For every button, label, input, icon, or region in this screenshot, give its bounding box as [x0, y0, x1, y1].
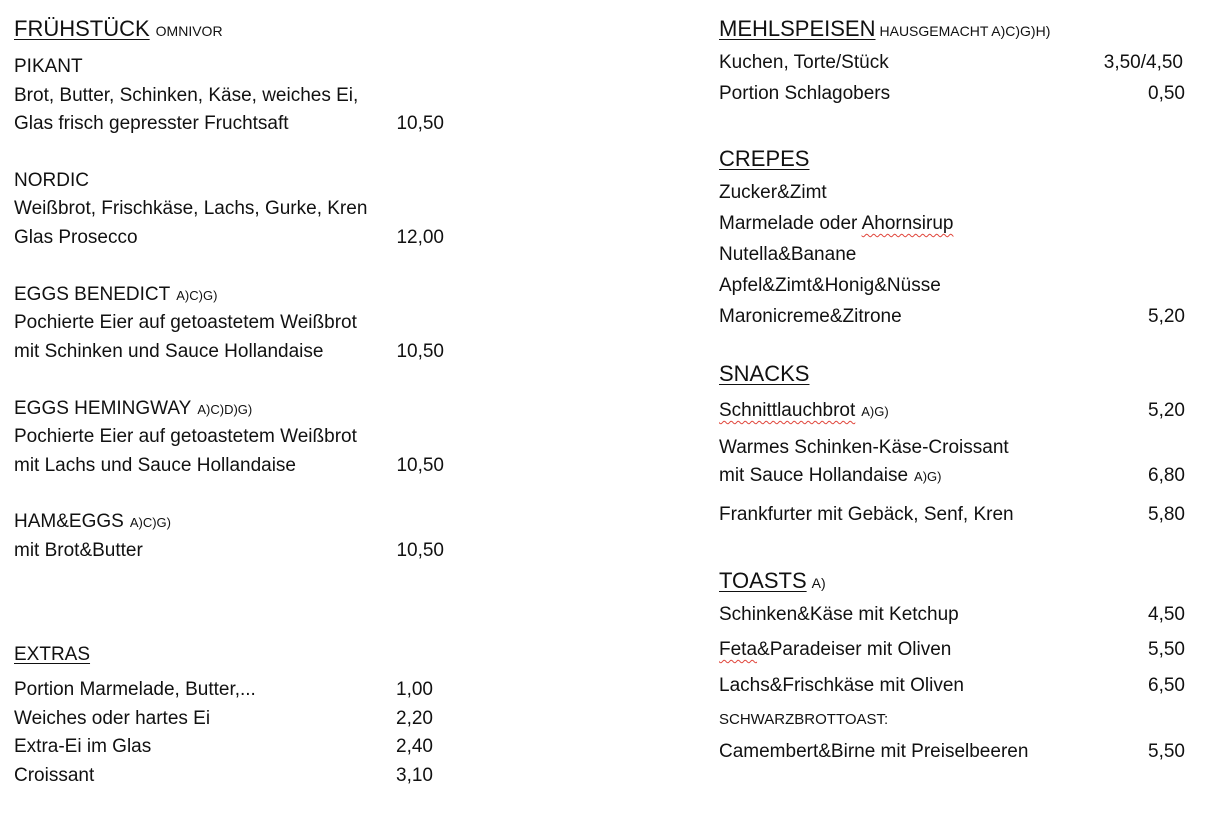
- mehlspeisen-item-name: Portion Schlagobers: [719, 83, 891, 104]
- extras-item-price: 1,00: [396, 679, 433, 700]
- section-title-extras: EXTRAS: [14, 644, 91, 665]
- crepes-item-name: Nutella&Banane: [719, 244, 857, 265]
- snacks-frankfurter-price: 5,80: [1148, 504, 1185, 525]
- item-nordic-desc-1: Weißbrot, Frischkäse, Lachs, Gurke, Kren: [14, 198, 368, 219]
- feta-name-text: &Paradeiser mit Oliven: [757, 639, 952, 660]
- toasts-feta-price: 5,50: [1148, 639, 1185, 660]
- item-hameggs-desc-1: mit Brot&Butter: [14, 540, 143, 561]
- crepes-item-name-text: Marmelade oder: [719, 213, 862, 234]
- toasts-feta-name: [719, 639, 951, 661]
- item-hemingway-desc-2: mit Lachs und Sauce Hollandaise: [14, 455, 297, 476]
- item-hameggs-price: 10,50: [396, 540, 444, 561]
- extras-item-price: 2,40: [396, 736, 433, 757]
- crepes-item-name: Maronicreme&Zitrone: [719, 306, 902, 327]
- crepes-item-name: [719, 213, 953, 235]
- item-pikant-desc-2: Glas frisch gepresster Fruchtsaft: [14, 113, 289, 134]
- extras-item-name: Croissant: [14, 765, 95, 786]
- toasts-allergens: A): [811, 575, 826, 591]
- crepes-item-name: Apfel&Zimt&Honig&Nüsse: [719, 275, 941, 296]
- section-title-crepes: CREPES: [719, 146, 810, 171]
- item-nordic-price: 12,00: [396, 227, 444, 248]
- crepes-item-name-misspelled: Ahornsirup: [861, 213, 954, 234]
- item-benedict-desc-2: mit Schinken und Sauce Hollandaise: [14, 341, 324, 362]
- section-title-toasts: [719, 568, 826, 596]
- snacks-croissant-price: 6,80: [1148, 465, 1185, 486]
- croissant-line2-text: mit Sauce Hollandaise: [719, 465, 909, 486]
- section-title-fruehstueck: [14, 16, 223, 44]
- schnittlauchbrot-allergens: A)G): [861, 404, 889, 419]
- item-nordic-desc-2: Glas Prosecco: [14, 227, 138, 248]
- mehlspeisen-item-name: Kuchen, Torte/Stück: [719, 52, 889, 73]
- section-title-snacks: SNACKS: [719, 361, 810, 386]
- crepes-item-name: Zucker&Zimt: [719, 182, 827, 203]
- toasts-camembert-name: Camembert&Birne mit Preiselbeeren: [719, 741, 1029, 762]
- mehlspeisen-subtitle: HAUSGEMACHT A)C)G)H): [879, 23, 1051, 39]
- toasts-schwarzbrot-heading: SCHWARZBROTTOAST:: [719, 711, 889, 728]
- item-benedict-name: [14, 284, 217, 307]
- snacks-schnittlauchbrot-price: 5,20: [1148, 400, 1185, 421]
- extras-item-price: 2,20: [396, 708, 433, 729]
- item-hameggs-name: [14, 511, 171, 534]
- benedict-name-text: EGGS BENEDICT: [14, 284, 171, 305]
- extras-item-name: Portion Marmelade, Butter,...: [14, 679, 256, 700]
- item-benedict-price: 10,50: [396, 341, 444, 362]
- hameggs-allergens: A)C)G): [129, 515, 171, 530]
- extras-item-name: Weiches oder hartes Ei: [14, 708, 211, 729]
- item-pikant-price: 10,50: [396, 113, 444, 134]
- snacks-frankfurter-name: Frankfurter mit Gebäck, Senf, Kren: [719, 504, 1014, 525]
- item-pikant-desc-1: Brot, Butter, Schinken, Käse, weiches Ei,: [14, 85, 359, 106]
- fruehstueck-title-text: FRÜHSTÜCK: [14, 16, 150, 41]
- item-pikant-name: PIKANT: [14, 56, 83, 77]
- toasts-camembert-price: 5,50: [1148, 741, 1185, 762]
- toasts-lachs-price: 6,50: [1148, 675, 1185, 696]
- mehlspeisen-item-price: 3,50/4,50: [1103, 52, 1183, 73]
- croissant-allergens: A)G): [914, 469, 942, 484]
- mehlspeisen-title-text: MEHLSPEISEN: [719, 16, 876, 41]
- feta-name-misspelled: Feta: [719, 639, 758, 660]
- fruehstueck-subtitle: OMNIVOR: [155, 23, 223, 39]
- item-nordic-name: NORDIC: [14, 170, 89, 191]
- schnittlauchbrot-name: Schnittlauchbrot: [719, 400, 856, 421]
- mehlspeisen-item-price: 0,50: [1148, 83, 1185, 104]
- snacks-croissant-desc-2: [719, 465, 942, 488]
- hemingway-allergens: A)C)D)G): [197, 402, 253, 417]
- item-benedict-desc-1: Pochierte Eier auf getoastetem Weißbrot: [14, 312, 357, 333]
- extras-item-price: 3,10: [396, 765, 433, 786]
- toasts-lachs-name: Lachs&Frischkäse mit Oliven: [719, 675, 964, 696]
- hemingway-name-text: EGGS HEMINGWAY: [14, 398, 192, 419]
- crepes-item-price: 5,20: [1148, 306, 1185, 327]
- item-hemingway-desc-1: Pochierte Eier auf getoastetem Weißbrot: [14, 426, 357, 447]
- toasts-schinken-name: Schinken&Käse mit Ketchup: [719, 604, 959, 625]
- benedict-allergens: A)C)G): [176, 288, 218, 303]
- toasts-title-text: TOASTS: [719, 568, 807, 593]
- item-hemingway-name: [14, 398, 252, 421]
- snacks-croissant-desc-1: Warmes Schinken-Käse-Croissant: [719, 437, 1009, 458]
- item-hemingway-price: 10,50: [396, 455, 444, 476]
- hameggs-name-text: HAM&EGGS: [14, 511, 124, 532]
- snacks-item-schnittlauchbrot: [719, 400, 889, 423]
- section-title-mehlspeisen: [719, 16, 1050, 44]
- toasts-schinken-price: 4,50: [1148, 604, 1185, 625]
- extras-item-name: Extra-Ei im Glas: [14, 736, 152, 757]
